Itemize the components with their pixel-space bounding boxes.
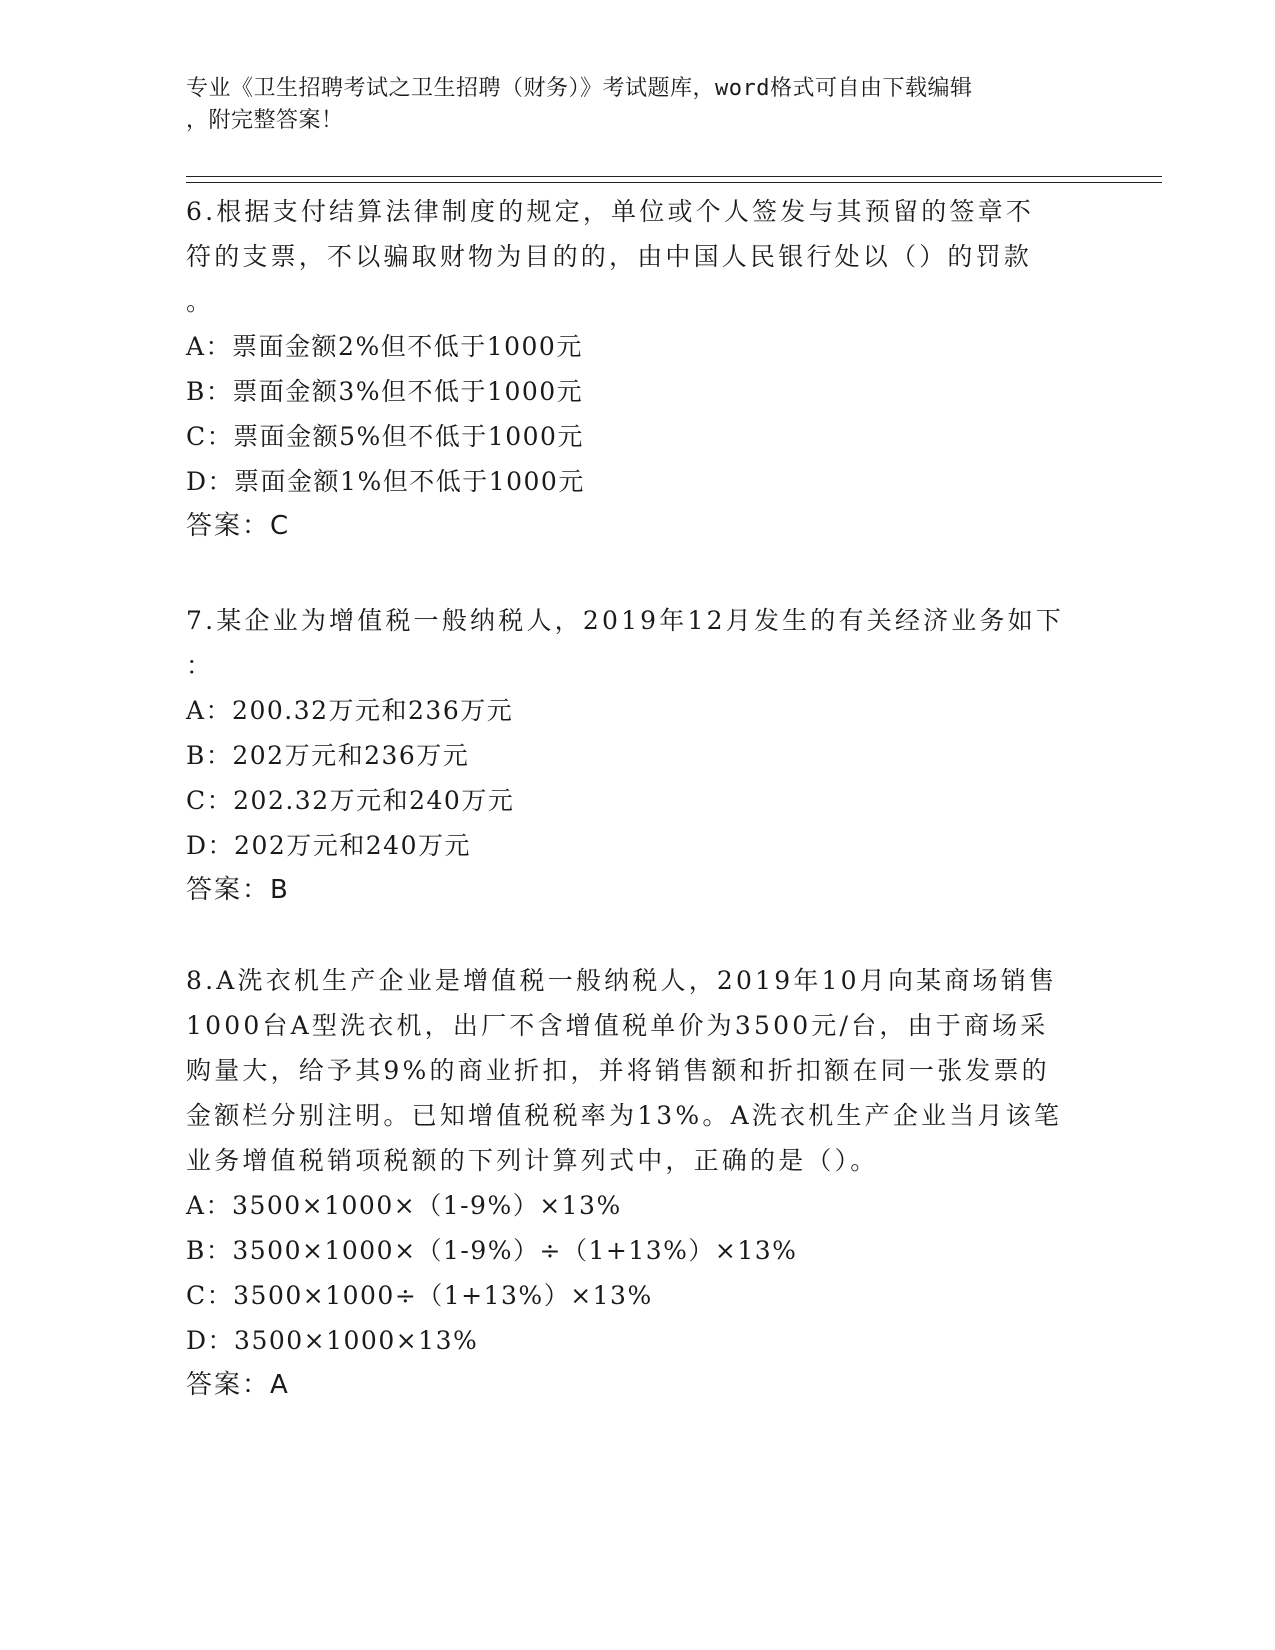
question-text-line: 金额栏分别注明。已知增值税税率为13%。A洗衣机生产企业当月该笔 — [186, 1101, 1063, 1130]
header-divider-bottom — [186, 182, 1162, 183]
option-a: A：200.32万元和236万元 — [186, 696, 514, 725]
option-a: A：3500×1000×（1-9%）×13% — [186, 1191, 622, 1220]
option-d: D：3500×1000×13% — [186, 1326, 479, 1355]
question-text-line: 1000台A型洗衣机，出厂不含增值税单价为3500元/台，由于商场采 — [186, 1011, 1049, 1040]
question-text-line: 符的支票，不以骗取财物为目的的，由中国人民银行处以（）的罚款 — [186, 242, 1033, 271]
question-text-line: ： — [186, 651, 215, 680]
option-b: B：票面金额3%但不低于1000元 — [186, 377, 584, 406]
question-8 — [186, 958, 1086, 1408]
option-c: C：3500×1000÷（1+13%）×13% — [186, 1281, 653, 1310]
option-d: D：票面金额1%但不低于1000元 — [186, 467, 585, 496]
option-d: D：202万元和240万元 — [186, 831, 471, 860]
answer-line: 答案：C — [186, 511, 291, 541]
option-b: B：202万元和236万元 — [186, 741, 470, 770]
header-title-line-2: ，附完整答案！ — [186, 108, 344, 133]
header-divider-top — [186, 176, 1162, 177]
answer-line: 答案：B — [186, 875, 290, 905]
question-text-line: 7.某企业为增值税一般纳税人，2019年12月发生的有关经济业务如下 — [186, 606, 1065, 635]
header-title-line-1: 专业《卫生招聘考试之卫生招聘（财务）》考试题库，word格式可自由下载编辑 — [186, 76, 973, 101]
question-text-line: 6.根据支付结算法律制度的规定，单位或个人签发与其预留的签章不 — [186, 197, 1035, 226]
question-text-line: 购量大，给予其9%的商业折扣，并将销售额和折扣额在同一张发票的 — [186, 1056, 1050, 1085]
option-a: A：票面金额2%但不低于1000元 — [186, 332, 583, 361]
option-c: C：202.32万元和240万元 — [186, 786, 515, 815]
option-b: B：3500×1000×（1-9%）÷（1+13%）×13% — [186, 1236, 798, 1265]
question-7 — [186, 598, 1086, 913]
question-text-line: 8.A洗衣机生产企业是增值税一般纳税人，2019年10月向某商场销售 — [186, 966, 1058, 995]
answer-line: 答案：A — [186, 1370, 290, 1400]
question-6 — [186, 189, 1086, 549]
question-text-line: 。 — [186, 287, 215, 316]
option-c: C：票面金额5%但不低于1000元 — [186, 422, 584, 451]
document-header — [186, 73, 1066, 137]
question-text-line: 业务增值税销项税额的下列计算列式中，正确的是（）。 — [186, 1146, 879, 1175]
